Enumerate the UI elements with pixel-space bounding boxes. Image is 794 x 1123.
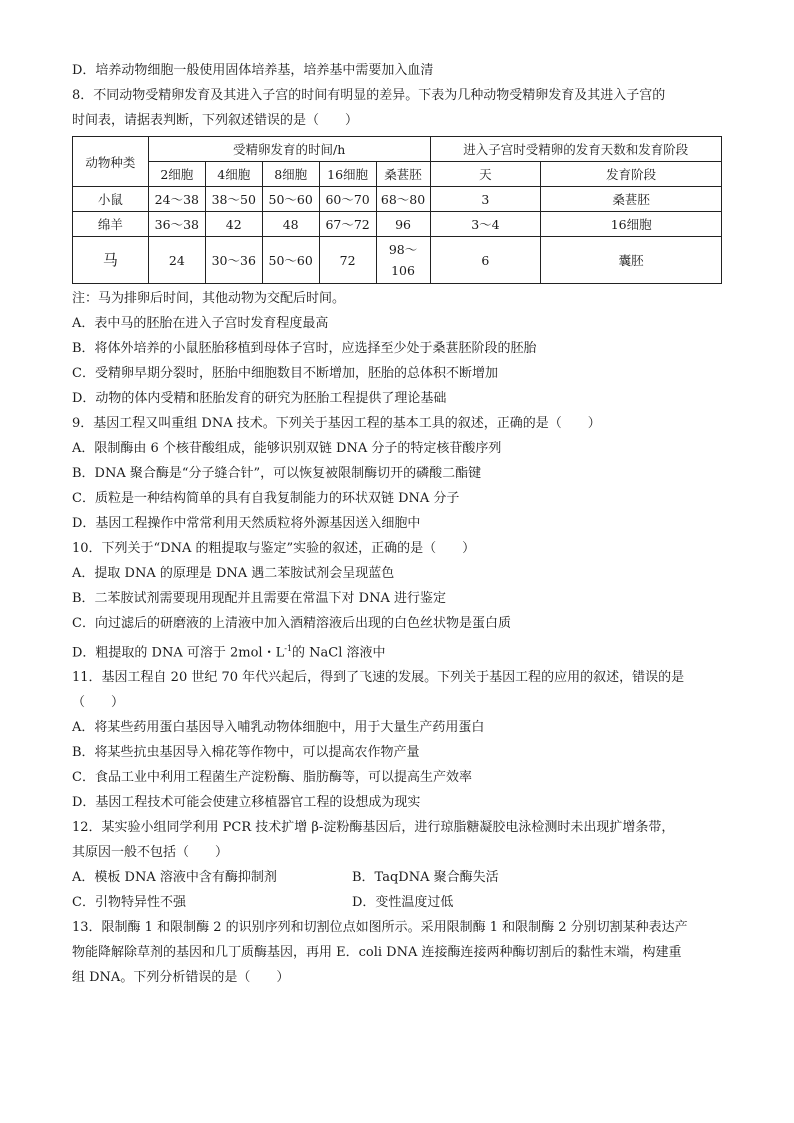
- q8-option-b: B．将体外培养的小鼠胚胎移植到母体子宫时，应选择至少处于桑葚胚阶段的胚胎: [72, 341, 537, 356]
- cell-2cell: 24: [148, 237, 205, 284]
- cell-8cell: 50～60: [262, 187, 319, 212]
- cell-2cell: 36～38: [148, 212, 205, 237]
- table-row: [73, 237, 722, 284]
- cell-day: 3～4: [430, 212, 541, 237]
- q8-note: 注：马为排卵后时间，其他动物为交配后时间。: [72, 291, 346, 306]
- q12-options-row1: [72, 865, 724, 890]
- cell-16cell: 60～70: [319, 187, 376, 212]
- q10-option-b: B．二苯胺试剂需要现用现配并且需要在常温下对 DNA 进行鉴定: [72, 591, 447, 606]
- q12-stem-line2: 其原因一般不包括（ ）: [72, 845, 229, 861]
- header-stage: 发育阶段: [541, 162, 722, 187]
- q11-stem-line1: 11．基因工程自 20 世纪 70 年代兴起后，得到了飞速的发展。下列关于基因工程的应用的叙述，错误的是: [72, 670, 685, 686]
- table-subheader-row: [73, 162, 722, 187]
- header-day: 天: [430, 162, 541, 187]
- header-16cell: 16细胞: [319, 162, 376, 187]
- cell-8cell: 48: [262, 212, 319, 237]
- q11-option-b: B．将某些抗虫基因导入棉花等作物中，可以提高农作物产量: [72, 745, 420, 761]
- exam-page: [72, 58, 724, 990]
- cell-stage: 囊胚: [541, 237, 722, 284]
- q8-stem-line1: 8．不同动物受精卵发育及其进入子宫的时间有明显的差异。下表为几种动物受精卵发育及其进入子宫的: [72, 88, 666, 103]
- q10-option-a: A．提取 DNA 的原理是 DNA 遇二苯胺试剂会呈现蓝色: [72, 566, 395, 581]
- header-4cell: 4细胞: [205, 162, 262, 187]
- q9-option-d: D．基因工程操作中常常利用天然质粒将外源基因送入细胞中: [72, 516, 421, 531]
- header-8cell: 8细胞: [262, 162, 319, 187]
- q7-option-d: D．培养动物细胞一般使用固体培养基，培养基中需要加入血清: [72, 63, 434, 78]
- header-morula: 桑葚胚: [376, 162, 430, 187]
- q9-option-a: A．限制酶由 6 个核苷酸组成，能够识别双链 DNA 分子的特定核苷酸序列: [72, 441, 502, 456]
- q10-option-d-pre: D．粗提取的 DNA 可溶于 2mol・L: [72, 645, 285, 661]
- cell-day: 6: [430, 237, 541, 284]
- cell-stage: 16细胞: [541, 212, 722, 237]
- cell-stage: 桑葚胚: [541, 187, 722, 212]
- q8-option-d: D．动物的体内受精和胚胎发育的研究为胚胎工程提供了理论基础: [72, 391, 447, 406]
- cell-morula-line1: 98～: [388, 242, 418, 257]
- q11-option-c: C．食品工业中利用工程菌生产淀粉酶、脂肪酶等，可以提高生产效率: [72, 770, 472, 786]
- q11-stem-line2: （ ）: [72, 695, 125, 711]
- cell-morula-line2: 106: [391, 263, 415, 278]
- q8-option-a: A．表中马的胚胎在进入子宫时发育程度最高: [72, 316, 329, 331]
- cell-morula: [376, 237, 430, 284]
- cell-4cell: 30～36: [205, 237, 262, 284]
- table-row: [73, 212, 722, 237]
- q9-stem: 9．基因工程又叫重组 DNA 技术。下列关于基因工程的基本工具的叙述，正确的是（ ）: [72, 416, 601, 431]
- cell-animal: 马: [73, 237, 149, 284]
- cell-morula: 96: [376, 212, 430, 237]
- header-animal: 动物种类: [73, 137, 149, 187]
- q10-option-d: [72, 636, 724, 665]
- q12-option-b: B．TaqDNA 聚合酶失活: [352, 870, 499, 886]
- q12-option-c: C．引物特异性不强: [72, 895, 186, 911]
- q13-stem-line2: 物能降解除草剂的基因和几丁质酶基因，再用 E．coli DNA 连接酶连接两种酶切割后的黏性末端，构建重: [72, 945, 682, 961]
- cell-morula: 68～80: [376, 187, 430, 212]
- embryo-development-table: [72, 136, 722, 284]
- cell-4cell: 42: [205, 212, 262, 237]
- q10-stem: 10．下列关于“DNA 的粗提取与鉴定”实验的叙述，正确的是（ ）: [72, 541, 476, 556]
- header-dev-time: 受精卵发育的时间/h: [148, 137, 430, 162]
- table-row: [73, 187, 722, 212]
- cell-animal: 绵羊: [73, 212, 149, 237]
- cell-day: 3: [430, 187, 541, 212]
- cell-2cell: 24～38: [148, 187, 205, 212]
- q11-option-d: D．基因工程技术可能会使建立移植器官工程的设想成为现实: [72, 795, 421, 811]
- q13-stem-line3: 组 DNA。下列分析错误的是（ ）: [72, 970, 290, 986]
- header-2cell: 2细胞: [148, 162, 205, 187]
- q12-option-a: A．模板 DNA 溶液中含有酶抑制剂: [72, 870, 277, 886]
- q9-option-c: C．质粒是一种结构简单的具有自我复制能力的环状双链 DNA 分子: [72, 491, 460, 506]
- q10-option-d-sup: -1: [284, 644, 293, 653]
- q13-stem-line1: 13．限制酶 1 和限制酶 2 的识别序列和切割位点如图所示。采用限制酶 1 和限制酶 2 分别切割某种表达产: [72, 920, 688, 936]
- q8-stem-line2: 时间表，请据表判断，下列叙述错误的是（ ）: [72, 113, 359, 128]
- q10-option-c: C．向过滤后的研磨液的上清液中加入酒精溶液后出现的白色丝状物是蛋白质: [72, 616, 511, 631]
- q12-options-row2: [72, 890, 724, 915]
- table-header-row: [73, 137, 722, 162]
- cell-4cell: 38～50: [205, 187, 262, 212]
- cell-16cell: 67～72: [319, 212, 376, 237]
- q9-option-b: B．DNA 聚合酶是“分子缝合针”，可以恢复被限制酶切开的磷酸二酯键: [72, 466, 482, 481]
- q10-option-d-post: 的 NaCl 溶液中: [292, 645, 386, 661]
- q8-option-c: C．受精卵早期分裂时，胚胎中细胞数目不断增加，胚胎的总体积不断增加: [72, 366, 498, 381]
- q11-option-a: A．将某些药用蛋白基因导入哺乳动物体细胞中，用于大量生产药用蛋白: [72, 720, 485, 736]
- cell-8cell: 50～60: [262, 237, 319, 284]
- cell-animal: 小鼠: [73, 187, 149, 212]
- header-enter-uterus: 进入子宫时受精卵的发育天数和发育阶段: [430, 137, 722, 162]
- cell-16cell: 72: [319, 237, 376, 284]
- q12-option-d: D．变性温度过低: [352, 895, 454, 911]
- q12-stem-line1: 12．某实验小组同学利用 PCR 技术扩增 β-淀粉酶基因后，进行琼脂糖凝胶电泳检测时未出现扩增条带，: [72, 820, 675, 836]
